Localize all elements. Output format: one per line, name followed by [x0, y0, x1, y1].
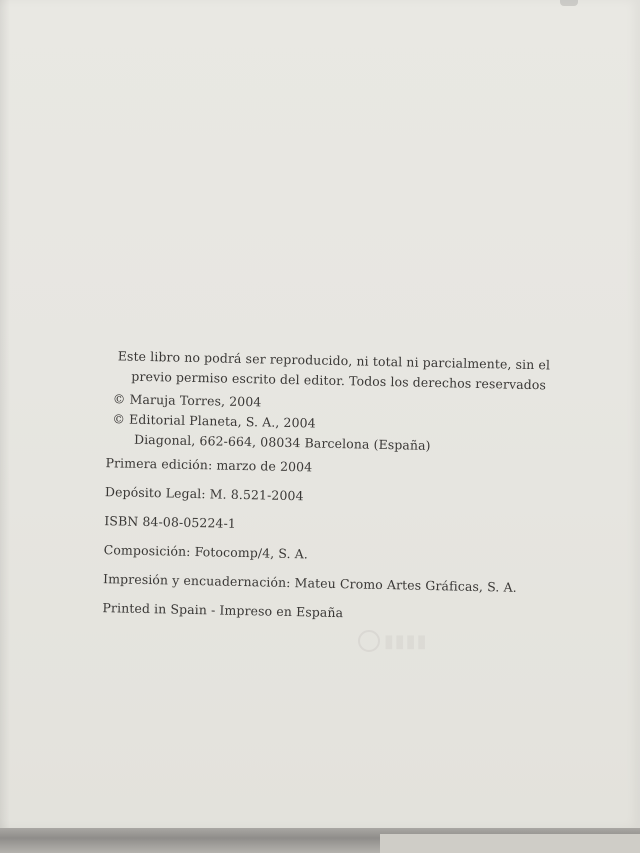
printed-in [102, 598, 564, 628]
first-edition [105, 453, 567, 483]
rights-notice-line-2: previo permiso escrito del editor. Todos los derechos reservados [131, 368, 547, 393]
printing [103, 569, 565, 599]
publisher-watermark [358, 630, 428, 652]
copyright-publisher: © Editorial Planeta, S. A., 2004 [112, 411, 316, 431]
legal-deposit [105, 482, 567, 512]
composition-text: Composición: Fotocomp/4, S. A. [103, 542, 309, 562]
table-edge [0, 828, 640, 853]
isbn [104, 511, 566, 541]
watermark-logo-mark: ▮▮▮▮ [384, 630, 428, 652]
publisher-address: Diagonal, 662-664, 08034 Barcelona (España) [133, 431, 431, 453]
rights-notice [117, 346, 570, 395]
page-corner-mark [560, 0, 578, 6]
first-edition-text: Primera edición: marzo de 2004 [105, 455, 313, 475]
rights-notice-line-1: Este libro no podrá ser reproducido, ni total ni parcialmente, sin el [117, 348, 551, 373]
isbn-text: ISBN 84-08-05224-1 [104, 513, 237, 531]
copyright-author: © Maruja Torres, 2004 [112, 391, 262, 410]
copyright-block [112, 389, 569, 459]
legal-deposit-text: Depósito Legal: M. 8.521-2004 [104, 484, 304, 504]
printed-in-text: Printed in Spain - Impreso en España [102, 600, 344, 621]
copyright-colophon [94, 346, 570, 628]
watermark-logo-icon [358, 630, 380, 652]
printing-text: Impresión y encuadernación: Mateu Cromo Artes Gráficas, S. A. [102, 571, 517, 595]
composition [104, 540, 566, 570]
